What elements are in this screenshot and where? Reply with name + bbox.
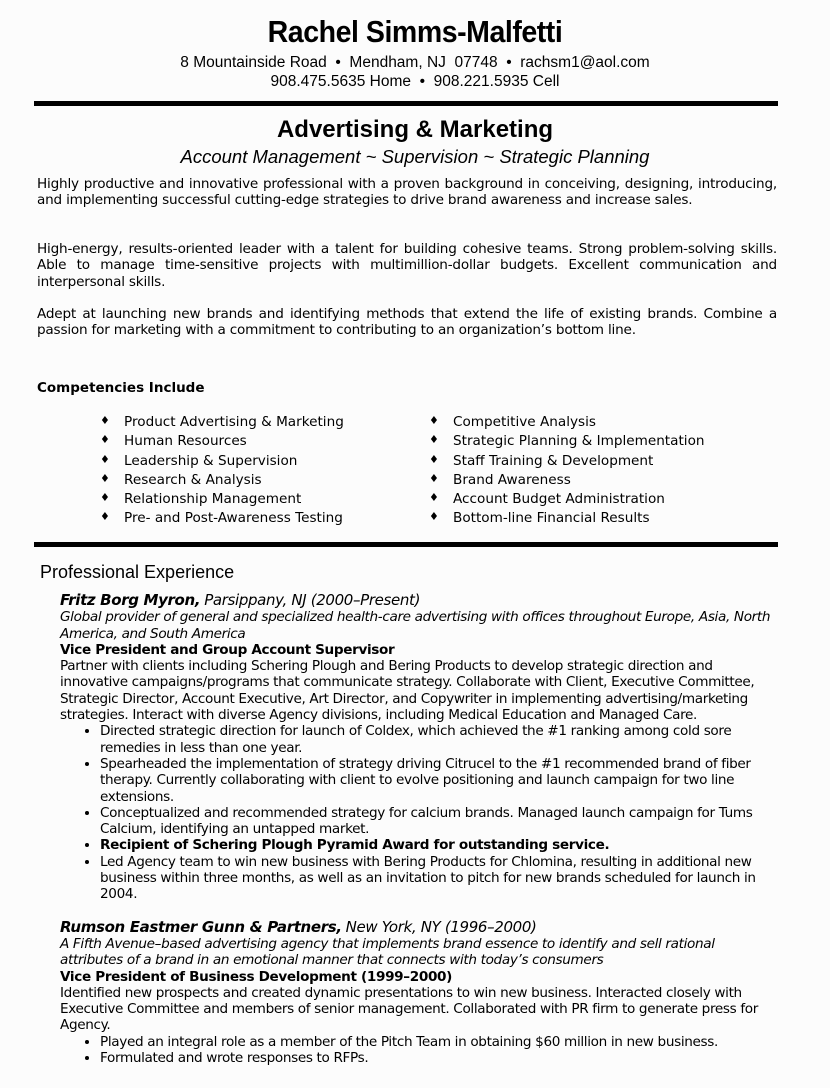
- diamond-bullet-icon: ♦: [100, 510, 110, 524]
- achievement-item: • Conceptualized and recommended strategy for calcium brands. Managed launch campaign for Tums Calcium, identifying an untapped market.: [100, 805, 780, 838]
- competency-item: [100, 414, 344, 433]
- section-divider: [34, 542, 778, 547]
- diamond-bullet-icon: ♦: [100, 491, 110, 505]
- phone-line: 908.475.5635 Home • 908.221.5935 Cell: [270, 73, 560, 90]
- achievement-list: [60, 1034, 780, 1067]
- company-description: Global provider of general and specialized health-care advertising with offices throughout Europe, Asia, North America, and South America: [60, 609, 771, 642]
- job-summary: Partner with clients including Schering Plough and Bering Products to develop strategic direction and innovative campaigns/programs that communicate strategy. Collaborate with Client, Executive Committee, Strategic Director, Account Executive, Art Director, and Copywriter in implementing advertising/marketing strategies. Interact with diverse Agency divisions, including Medical Education and Managed Care.: [60, 658, 755, 724]
- company-name: Fritz Borg Myron,: [60, 591, 201, 609]
- summary-paragraph: Highly productive and innovative professional with a proven background in conceiving, designing, introducing, and implementing successful cutting-edge strategies to drive brand awareness and increase sales.: [37, 176, 777, 209]
- competency-item: [429, 433, 705, 452]
- competency-item: [429, 453, 705, 472]
- competency-item: [100, 491, 344, 510]
- achievement-list: [60, 723, 780, 902]
- competency-item: [429, 491, 705, 510]
- diamond-bullet-icon: ♦: [100, 433, 110, 447]
- company-location: Parsippany, NJ (2000–Present): [204, 591, 421, 609]
- achievement-item: • Recipient of Schering Plough Pyramid Award for outstanding service.: [100, 837, 780, 853]
- competency-label: Research & Analysis: [124, 471, 262, 488]
- experience-title: Professional Experience: [40, 562, 235, 582]
- summary-paragraph: High-energy, results-oriented leader with a talent for building cohesive teams. Strong problem-solving skills. Able to manage time-sensitive projects with multimillion-dollar budgets. Excellent communication and interpersonal skills.: [37, 241, 777, 290]
- diamond-bullet-icon: ♦: [100, 414, 110, 427]
- company-name: Rumson Eastmer Gunn & Partners,: [60, 917, 342, 936]
- competency-item: [100, 510, 344, 529]
- achievement-item: • Formulated and wrote responses to RFPs.: [100, 1050, 780, 1066]
- job-summary: Identified new prospects and created dynamic presentations to win new business. Interacted closely with Executive Committee and members of senior management. Collaborated with PR firm to generate press for Agency.: [60, 984, 758, 1034]
- job-entry: [60, 919, 780, 1067]
- competency-item: [429, 510, 705, 529]
- competency-label: Bottom-line Financial Results: [453, 510, 650, 527]
- diamond-bullet-icon: ♦: [429, 452, 439, 466]
- competency-item: [429, 472, 705, 491]
- summary-paragraph: Adept at launching new brands and identifying methods that extend the life of existing brands. Combine a passion for marketing with a commitment to contributing to an organization’s bottom line.: [37, 306, 777, 339]
- competency-label: Strategic Planning & Implementation: [453, 433, 705, 450]
- competencies-left-list: [100, 414, 344, 530]
- competency-label: Pre- and Post-Awareness Testing: [124, 510, 343, 527]
- job-role: Vice President and Group Account Supervisor: [60, 641, 395, 658]
- job-role: Vice President of Business Development (1999–2000): [60, 968, 453, 985]
- competency-item: [100, 453, 344, 472]
- company-location: New York, NY (1996–2000): [345, 917, 537, 936]
- achievement-item: • Played an integral role as a member of the Pitch Team in obtaining $60 million in new business.: [100, 1034, 780, 1050]
- company-description: A Fifth Avenue–based advertising agency that implements brand essence to identify and sell rational attributes of a brand in an emotional manner that connects with today’s consumers: [60, 935, 715, 969]
- header-divider: [34, 101, 778, 106]
- diamond-bullet-icon: ♦: [100, 452, 110, 466]
- job-entry: [60, 592, 780, 903]
- diamond-bullet-icon: ♦: [100, 471, 110, 485]
- competency-label: Brand Awareness: [453, 471, 571, 488]
- competencies-right-list: [429, 414, 705, 530]
- competency-label: Human Resources: [124, 433, 247, 450]
- subheadline: Account Management ~ Supervision ~ Strategic Planning: [180, 146, 650, 167]
- achievement-item: • Led Agency team to win new business with Bering Products for Chlomina, resulting in additional new business within three months, as well as an invitation to pitch for new brands scheduled for launch in 2004.: [100, 854, 780, 903]
- diamond-bullet-icon: ♦: [429, 491, 439, 505]
- competency-item: [100, 433, 344, 452]
- achievement-item: • Directed strategic direction for launch of Coldex, which achieved the #1 ranking among cold sore remedies in less than one year.: [100, 723, 780, 756]
- experience-list: [60, 592, 780, 1082]
- competencies-title: Competencies Include: [37, 380, 205, 396]
- competency-label: Competitive Analysis: [453, 414, 596, 430]
- competency-label: Staff Training & Development: [453, 452, 654, 469]
- achievement-item: • Spearheaded the implementation of strategy driving Citrucel to the #1 recommended brand of fiber therapy. Currently collaborating with client to evolve positioning and launch campaign for two line extensions.: [100, 756, 780, 805]
- diamond-bullet-icon: ♦: [429, 414, 439, 427]
- diamond-bullet-icon: ♦: [429, 433, 439, 447]
- diamond-bullet-icon: ♦: [429, 471, 439, 485]
- headline: Advertising & Marketing: [276, 116, 554, 143]
- competency-item: [100, 472, 344, 491]
- competency-label: Product Advertising & Marketing: [124, 414, 344, 430]
- competency-label: Leadership & Supervision: [124, 452, 298, 469]
- diamond-bullet-icon: ♦: [429, 510, 439, 524]
- competency-item: [429, 414, 705, 433]
- competency-label: Account Budget Administration: [453, 491, 665, 508]
- address-line: 8 Mountainside Road • Mendham, NJ 07748 • rachsm1@aol.com: [180, 54, 650, 71]
- competency-label: Relationship Management: [124, 491, 302, 508]
- candidate-name: Rachel Simms-Malfetti: [267, 14, 563, 49]
